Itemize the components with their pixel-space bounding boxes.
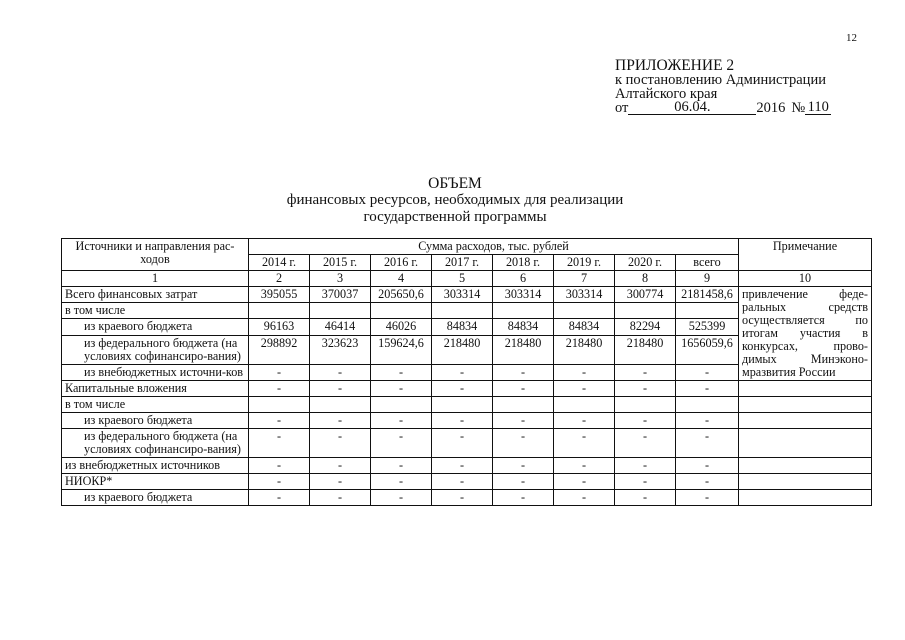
cell-value: -	[676, 413, 739, 429]
cell-value: -	[493, 413, 554, 429]
cell-value: -	[676, 490, 739, 506]
cell-value: -	[310, 413, 371, 429]
table-row	[62, 429, 872, 458]
cell-value: -	[615, 490, 676, 506]
cell-value: 82294	[615, 319, 676, 335]
column-number: 7	[554, 271, 615, 287]
cell-value: -	[371, 474, 432, 490]
cell-value: -	[676, 474, 739, 490]
cell-value: -	[493, 490, 554, 506]
column-number: 5	[432, 271, 493, 287]
cell-value: -	[493, 381, 554, 397]
cell-value: -	[249, 413, 310, 429]
cell-value: -	[249, 490, 310, 506]
heading-title: ОБЪЕМ	[428, 175, 482, 192]
cell-value: -	[310, 490, 371, 506]
cell-value: -	[432, 474, 493, 490]
cell-value: -	[615, 381, 676, 397]
cell-value: 84834	[554, 319, 615, 335]
page-number: 12	[846, 32, 857, 44]
table-row	[62, 397, 872, 413]
header-year: 2016 г.	[371, 255, 432, 271]
cell-value: -	[493, 474, 554, 490]
cell-value: -	[615, 413, 676, 429]
cell-value: -	[371, 458, 432, 474]
header-year: 2014 г.	[249, 255, 310, 271]
cell-value: 303314	[432, 287, 493, 303]
number-label: №	[791, 100, 806, 116]
cell-value: 525399	[676, 319, 739, 335]
table-row	[62, 287, 872, 303]
cell-value: 84834	[493, 319, 554, 335]
header-sum: Сумма расходов, тыс. рублей	[249, 239, 739, 255]
row-label: из краевого бюджета	[62, 319, 249, 335]
cell-value: -	[676, 458, 739, 474]
row-label: из внебюджетных источни-ков	[62, 364, 249, 380]
row-label: из федерального бюджета (на условиях софинансиро-вания)	[62, 429, 249, 458]
cell-value: -	[249, 429, 310, 458]
column-number: 8	[615, 271, 676, 287]
cell-value: -	[249, 458, 310, 474]
resolution-date: 06.04.	[628, 101, 756, 115]
cell-value: -	[371, 490, 432, 506]
cell-value: -	[554, 490, 615, 506]
cell-value: -	[432, 429, 493, 458]
row-label: из федерального бюджета (на условиях софинансиро-вания)	[62, 335, 249, 364]
cell-value: -	[310, 364, 371, 380]
header-source: Источники и направления рас-ходов	[62, 239, 249, 271]
cell-value: -	[371, 381, 432, 397]
cell-value: -	[371, 429, 432, 458]
cell-value: -	[310, 381, 371, 397]
note-cell: привлечение феде-ральных средств осуществляется по итогам участия в конкурсах, прово-димых Минэконо-мразвития России	[739, 287, 872, 381]
cell-value: -	[554, 364, 615, 380]
table-row	[62, 381, 872, 397]
cell-value: -	[371, 413, 432, 429]
cell-value: 218480	[432, 335, 493, 364]
cell-value: -	[615, 474, 676, 490]
cell-value: -	[493, 458, 554, 474]
cell-value: -	[554, 413, 615, 429]
row-label: Всего финансовых затрат	[62, 287, 249, 303]
note-empty	[739, 474, 872, 490]
cell-value: -	[554, 474, 615, 490]
resolution-number: 110	[805, 101, 831, 115]
appendix-title: ПРИЛОЖЕНИЕ 2	[615, 57, 735, 74]
cell-value: 218480	[615, 335, 676, 364]
table-row	[62, 474, 872, 490]
cell-value: -	[615, 429, 676, 458]
appendix-date-line	[615, 101, 895, 115]
cell-value: 218480	[554, 335, 615, 364]
column-number: 3	[310, 271, 371, 287]
cell-value: -	[371, 364, 432, 380]
cell-value: -	[310, 429, 371, 458]
row-label: из краевого бюджета	[62, 490, 249, 506]
cell-value: -	[676, 381, 739, 397]
cell-value: -	[676, 364, 739, 380]
cell-value: -	[493, 429, 554, 458]
column-number: 4	[371, 271, 432, 287]
resolution-year: 2016	[756, 100, 786, 116]
cell-value: -	[554, 458, 615, 474]
row-label: НИОКР*	[62, 474, 249, 490]
cell-value: -	[493, 364, 554, 380]
row-label: Капитальные вложения	[62, 381, 249, 397]
header-year: 2015 г.	[310, 255, 371, 271]
cell-value: 46414	[310, 319, 371, 335]
table-row	[62, 490, 872, 506]
cell-value: 300774	[615, 287, 676, 303]
note-empty	[739, 413, 872, 429]
row-label: в том числе	[62, 303, 249, 319]
cell-value: 298892	[249, 335, 310, 364]
cell-value: -	[249, 381, 310, 397]
cell-value: 303314	[493, 287, 554, 303]
row-label: из внебюджетных источников	[62, 458, 249, 474]
note-empty	[739, 429, 872, 458]
cell-value: -	[432, 490, 493, 506]
cell-value: -	[310, 458, 371, 474]
cell-value: -	[615, 458, 676, 474]
document-heading	[230, 175, 680, 226]
cell-value: 205650,6	[371, 287, 432, 303]
cell-value: 323623	[310, 335, 371, 364]
table-row	[62, 413, 872, 429]
cell-value: -	[432, 458, 493, 474]
cell-value: -	[432, 381, 493, 397]
row-label: в том числе	[62, 397, 249, 413]
cell-value: -	[432, 413, 493, 429]
appendix-line-2: Алтайского края	[615, 86, 718, 102]
table-row	[62, 458, 872, 474]
cell-value: -	[554, 381, 615, 397]
cell-value: 395055	[249, 287, 310, 303]
cell-value: 370037	[310, 287, 371, 303]
appendix-line-1: к постановлению Администрации	[615, 72, 826, 88]
column-numbers-row	[62, 271, 872, 287]
heading-line-2: финансовых ресурсов, необходимых для реализации	[286, 192, 624, 208]
cell-value: 159624,6	[371, 335, 432, 364]
note-empty	[739, 490, 872, 506]
column-number: 6	[493, 271, 554, 287]
column-number: 1	[62, 271, 249, 287]
cell-value: -	[615, 364, 676, 380]
header-year: 2018 г.	[493, 255, 554, 271]
cell-value: -	[310, 474, 371, 490]
header-year: 2019 г.	[554, 255, 615, 271]
header-note: Примечание	[739, 239, 872, 271]
cell-value: 1656059,6	[676, 335, 739, 364]
cell-value: -	[249, 474, 310, 490]
column-number: 9	[676, 271, 739, 287]
cell-value: 303314	[554, 287, 615, 303]
cell-value: -	[676, 429, 739, 458]
column-number: 10	[739, 271, 872, 287]
column-number: 2	[249, 271, 310, 287]
cell-value: -	[554, 429, 615, 458]
from-label: от	[615, 100, 629, 116]
row-label: из краевого бюджета	[62, 413, 249, 429]
cell-value: -	[249, 364, 310, 380]
cell-value: 2181458,6	[676, 287, 739, 303]
note-empty	[739, 381, 872, 397]
note-empty	[739, 458, 872, 474]
appendix-block	[615, 59, 895, 115]
cell-value: 46026	[371, 319, 432, 335]
cell-value: 218480	[493, 335, 554, 364]
cell-value: -	[432, 364, 493, 380]
cell-value: 84834	[432, 319, 493, 335]
header-year: 2017 г.	[432, 255, 493, 271]
heading-line-3: государственной программы	[363, 209, 547, 225]
header-total: всего	[676, 255, 739, 271]
finance-table	[61, 238, 872, 506]
header-year: 2020 г.	[615, 255, 676, 271]
note-empty	[739, 397, 872, 413]
cell-value: 96163	[249, 319, 310, 335]
